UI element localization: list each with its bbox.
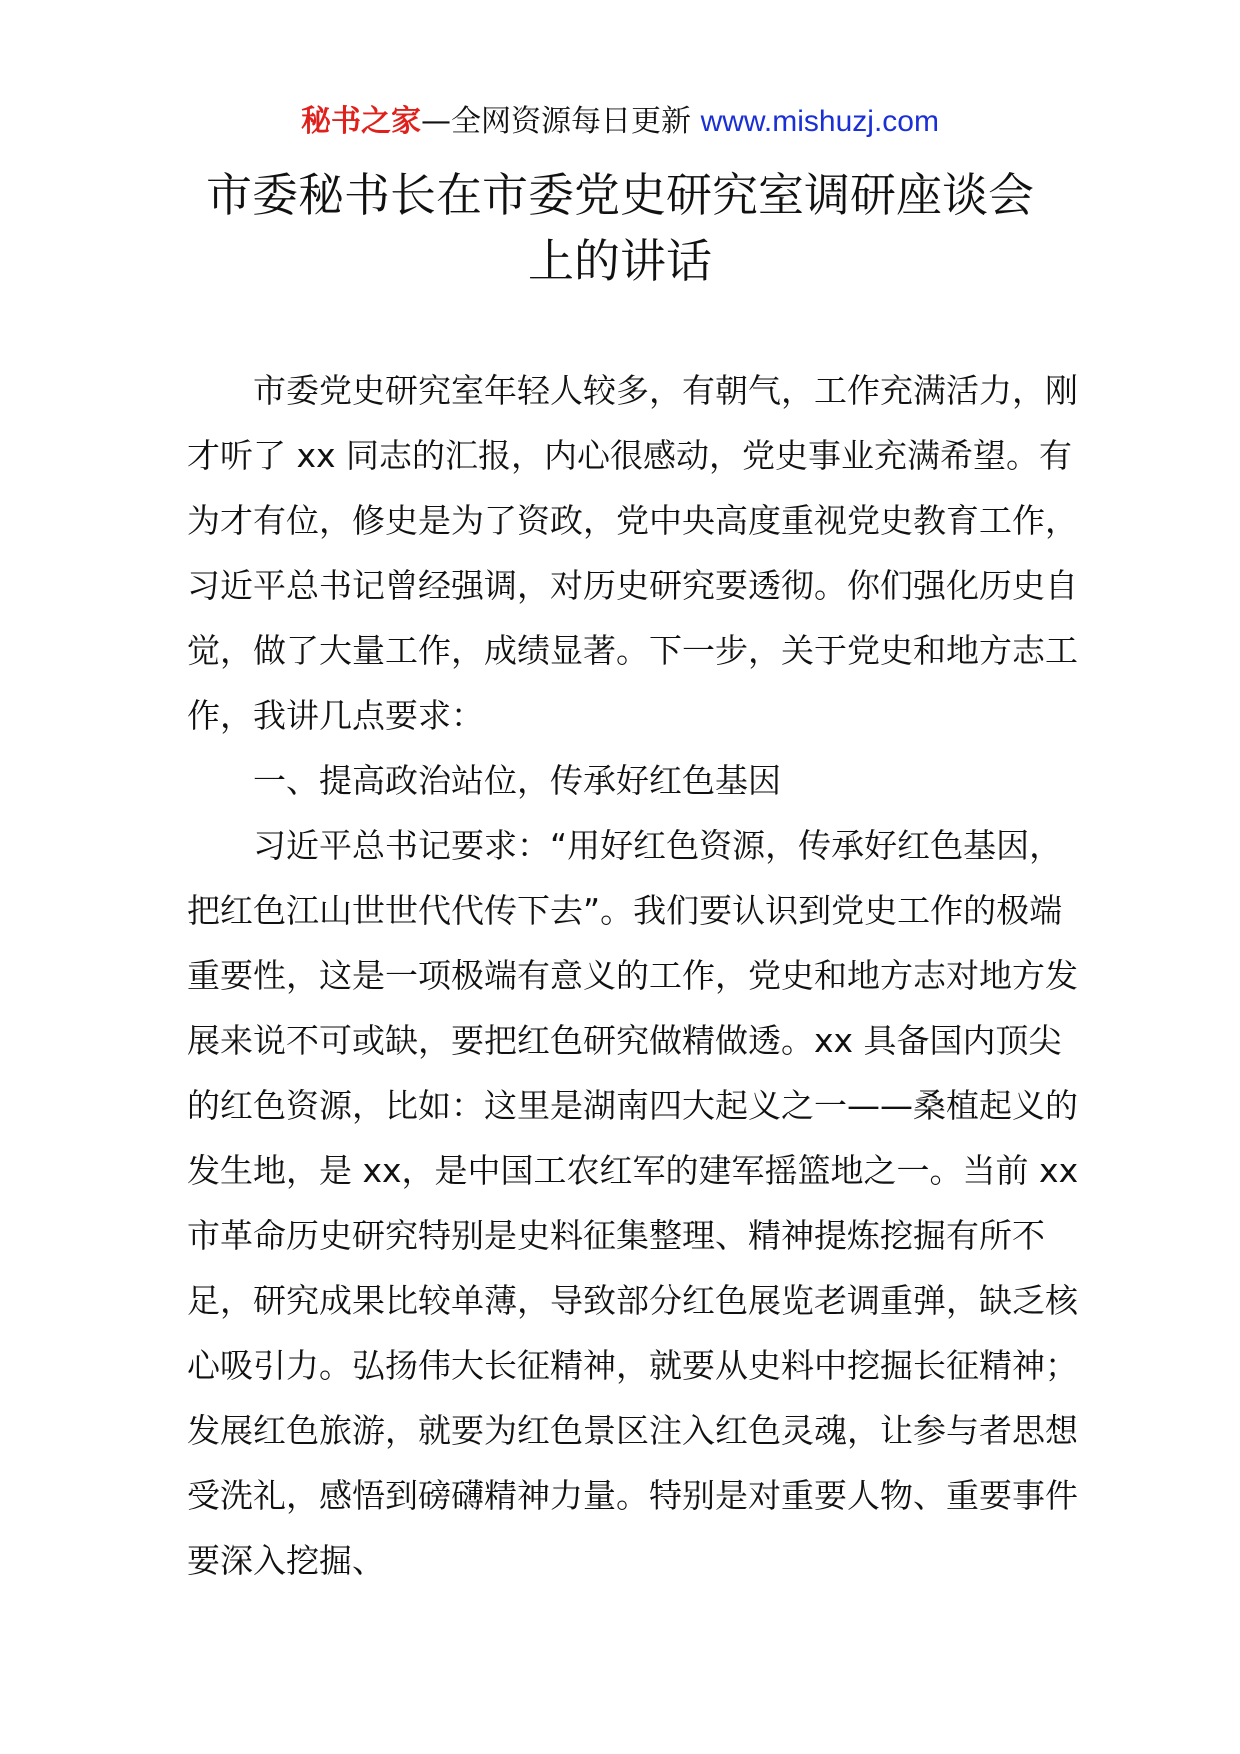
- document-body: [187, 358, 1087, 1593]
- site-header: [0, 100, 1240, 144]
- site-tagline: —全网资源每日更新: [421, 104, 701, 139]
- body-paragraph: 市委党史研究室年轻人较多，有朝气，工作充满活力，刚才听了 xx 同志的汇报，内心很感动，党史事业充满希望。有为才有位，修史是为了资政，党中央高度重视党史教育工作，习近平总书记曾经强调，对历史研究要透彻。你们强化历史自觉，做了大量工作，成绩显著。下一步，关于党史和地方志工作，我讲几点要求：: [187, 371, 1078, 735]
- site-brand: 秘书之家: [301, 104, 422, 139]
- title-line-2: 上的讲话: [528, 234, 712, 288]
- section-heading: 一、提高政治站位，传承好红色基因: [253, 761, 781, 800]
- document-title: [0, 162, 1240, 294]
- site-url-link[interactable]: www.mishuzj.com: [700, 105, 939, 138]
- body-paragraph: 习近平总书记要求：“用好红色资源，传承好红色基因，把红色江山世世代代传下去”。我们要认识到党史工作的极端重要性，这是一项极端有意义的工作，党史和地方志对地方发展来说不可或缺，要把红色研究做精做透。xx 具备国内顶尖的红色资源，比如：这里是湖南四大起义之一——桑植起义的发生地，是 xx，是中国工农红军的建军摇篮地之一。当前 xx 市革命历史研究特别是史料征集整理、精神提炼挖掘有所不足，研究成果比较单薄，导致部分红色展览老调重弹，缺乏核心吸引力。弘扬伟大长征精神，就要从史料中挖掘长征精神；发展红色旅游，就要为红色景区注入红色灵魂，让参与者思想受洗礼，感悟到磅礴精神力量。特别是对重要人物、重要事件要深入挖掘、: [187, 826, 1079, 1580]
- title-line-1: 市委秘书长在市委党史研究室调研座谈会: [206, 168, 1034, 222]
